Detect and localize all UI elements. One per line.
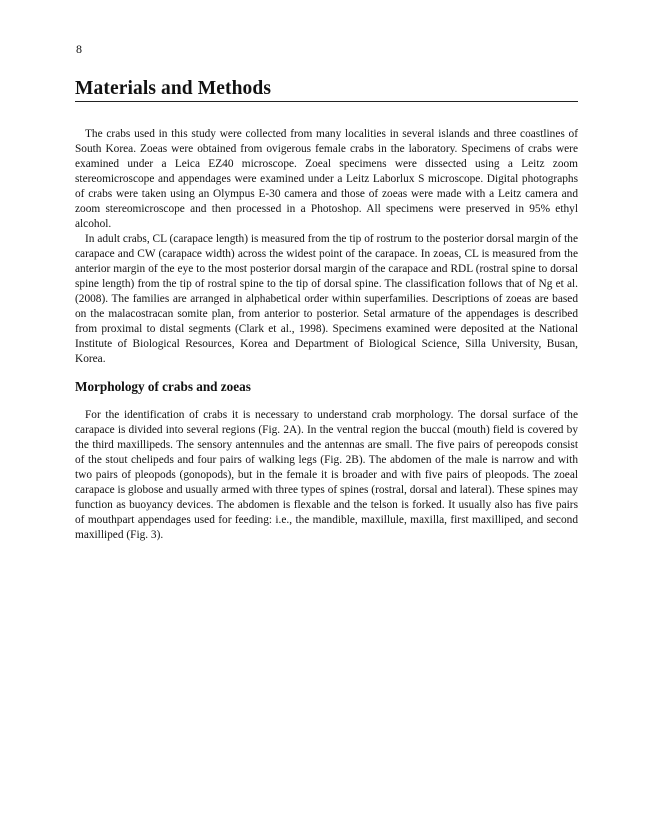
page-number: 8	[76, 42, 82, 56]
chapter-title: Materials and Methods	[75, 78, 272, 99]
materials-paragraph-1: The crabs used in this study were collected from many localities in several islands and three coastlines of South Korea. Zoeas were obtained from ovigerous female crabs in the laboratory. Specimens of crabs were examined under a Leica EZ40 microscope. Zoeal specimens were dissected using a Leitz zoom stereomicroscope and appendages were examined under a Leitz Laborlux S microscope. Digital photographs of crabs were taken using an Olympus E-30 camera and those of zoeas were made with a Leitz camera and zoom stereomicroscope and then processed in a Photoshop. All specimens were preserved in 95% ethyl alcohol.	[75, 128, 578, 230]
title-rule	[75, 101, 578, 102]
materials-body	[75, 127, 578, 367]
morphology-body	[75, 408, 578, 543]
morphology-paragraph-1: For the identification of crabs it is necessary to understand crab morphology. The dorsal surface of the carapace is divided into several regions (Fig. 2A). In the ventral region the buccal (mouth) field is covered by the third maxillipeds. The sensory antennules and the antennas are small. The five pairs of pereopods consist of the stout chelipeds and four pairs of walking legs (Fig. 2B). The abdomen of the male is narrow and with two pairs of pleopods (gonopods), but in the female it is broader and with five pairs of pleopods. The zoeal carapace is globose and usually armed with three types of spines (rostral, dorsal and lateral). These spines may function as buoyancy devices. The abdomen is flexable and the telson is forked. It usually also has five pairs of mouthpart appendages used for feeding: i.e., the mandible, maxillule, maxilla, first maxilliped, and second maxilliped (Fig. 3).	[75, 409, 578, 541]
materials-paragraph-2: In adult crabs, CL (carapace length) is measured from the tip of rostrum to the posterior dorsal margin of the carapace and CW (carapace width) across the widest point of the carapace. In zoeas, CL is measured from the anterior margin of the eye to the most posterior dorsal margin of the carapace and RDL (rostral spine to dorsal spine length) from the tip of rostral spine to the tip of dorsal spine. The classification follows that of Ng et al. (2008). The families are arranged in alphabetical order within superfamilies. Descriptions of zoeas are based on the malacostracan somite plan, from anterior to posterior. Setal armature of the appendages is described from proximal to distal segments (Clark et al., 1998). Specimens examined were deposited at the National Institute of Biological Resources, Korea and Department of Biological Science, Silla University, Busan, Korea.	[75, 233, 578, 365]
section-heading-morphology: Morphology of crabs and zoeas	[75, 379, 251, 394]
